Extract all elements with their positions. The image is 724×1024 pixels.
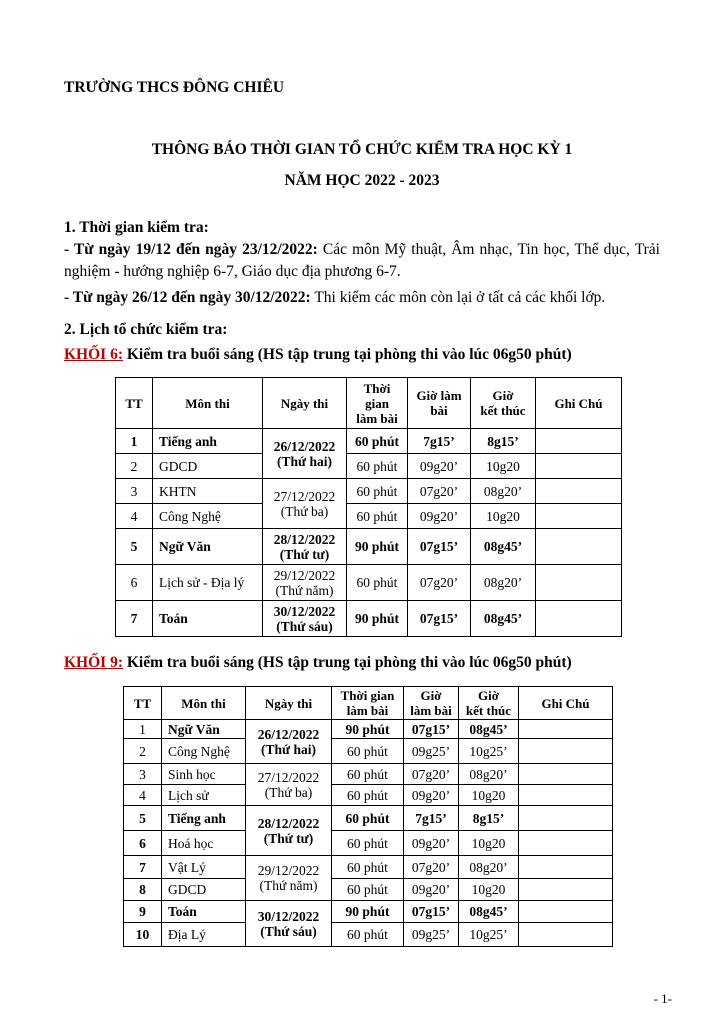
row-note: [536, 565, 622, 601]
header-mon-thi: Môn thi: [153, 378, 263, 429]
row-tt: 3: [124, 764, 162, 785]
row-tt: 6: [116, 565, 153, 601]
row-duration: 90 phút: [347, 601, 408, 637]
row-start: 09g20’: [408, 504, 471, 529]
row-note: [519, 764, 613, 785]
row-tt: 8: [124, 879, 162, 901]
item2-dates: - Từ ngày 26/12 đến ngày 30/12/2022:: [64, 289, 311, 306]
row-duration: 60 phút: [332, 831, 404, 856]
row-subject: Sinh học: [162, 764, 246, 785]
row-duration: 60 phút: [347, 454, 408, 479]
header-ghi-chu: Ghi Chú: [536, 378, 622, 429]
table-row: [124, 806, 613, 831]
row-tt: 5: [116, 529, 153, 565]
row-subject: KHTN: [153, 479, 263, 504]
row-tt: 10: [124, 923, 162, 947]
row-subject: GDCD: [162, 879, 246, 901]
section1-item2: [64, 287, 660, 309]
row-date: 30/12/2022 (Thứ sáu): [263, 601, 347, 637]
row-duration: 60 phút: [347, 565, 408, 601]
row-subject: Vật Lý: [162, 856, 246, 879]
row-note: [519, 879, 613, 901]
row-duration: 60 phút: [347, 504, 408, 529]
header-ghi-chu: Ghi Chú: [519, 687, 613, 720]
row-subject: Ngữ Văn: [153, 529, 263, 565]
khoi6-note: Kiểm tra buổi sáng (HS tập trung tại phòng thi vào lúc 06g50 phút): [123, 346, 572, 363]
row-date: 29/12/2022 (Thứ năm): [263, 565, 347, 601]
row-tt: 4: [124, 785, 162, 806]
header-gio-lam-bai: Giờ làm bài: [404, 687, 459, 720]
table-row: [116, 479, 622, 504]
row-duration: 60 phút: [332, 785, 404, 806]
table-row: [124, 923, 613, 947]
row-end: 08g20’: [459, 764, 519, 785]
header-thoi-gian: Thời gian làm bài: [332, 687, 404, 720]
row-subject: Toán: [153, 601, 263, 637]
khoi6-label: KHỐI 6:: [64, 346, 123, 363]
row-tt: 1: [116, 429, 153, 454]
row-note: [519, 923, 613, 947]
row-subject: Lịch sử: [162, 785, 246, 806]
row-subject: Tiếng anh: [162, 806, 246, 831]
row-end: 08g45’: [471, 529, 536, 565]
row-subject: Địa Lý: [162, 923, 246, 947]
table-row: [124, 720, 613, 739]
row-start: 09g20’: [404, 879, 459, 901]
row-date: 26/12/2022 (Thứ hai): [246, 720, 332, 764]
table-row: [116, 454, 622, 479]
row-start: 07g15’: [408, 601, 471, 637]
row-tt: 3: [116, 479, 153, 504]
row-tt: 2: [116, 454, 153, 479]
header-thoi-gian: Thời gian làm bài: [347, 378, 408, 429]
row-start: 09g20’: [408, 454, 471, 479]
header-gio-ket-thuc: Giờ kết thúc: [459, 687, 519, 720]
section2-heading: 2. Lịch tổ chức kiểm tra:: [64, 321, 228, 338]
row-note: [536, 504, 622, 529]
row-start: 07g20’: [404, 856, 459, 879]
row-duration: 60 phút: [332, 856, 404, 879]
item2-subjects: Thi kiểm các môn còn lại ở tất cả các khối lớp.: [310, 289, 606, 306]
table-row: [124, 901, 613, 923]
row-duration: 90 phút: [332, 901, 404, 923]
row-note: [519, 901, 613, 923]
khoi9-label: KHỐI 9:: [64, 654, 123, 671]
row-end: 10g20: [459, 879, 519, 901]
row-start: 07g15’: [404, 901, 459, 923]
row-note: [536, 479, 622, 504]
table-row: [124, 831, 613, 856]
item1-dates: - Từ ngày 19/12 đến ngày 23/12/2022:: [64, 241, 318, 258]
row-note: [519, 806, 613, 831]
row-date: 28/12/2022 (Thứ tư): [263, 529, 347, 565]
row-start: 7g15’: [408, 429, 471, 454]
table-row: [124, 879, 613, 901]
row-start: 09g25’: [404, 739, 459, 764]
header-ngay-thi: Ngày thi: [263, 378, 347, 429]
school-name: TRƯỜNG THCS ĐÔNG CHIÊU: [64, 79, 285, 96]
row-end: 10g20: [471, 504, 536, 529]
row-duration: 60 phút: [332, 806, 404, 831]
table-row: [124, 856, 613, 879]
row-note: [519, 720, 613, 739]
row-note: [536, 529, 622, 565]
row-start: 07g20’: [408, 565, 471, 601]
row-start: 09g25’: [404, 923, 459, 947]
table-row: [124, 739, 613, 764]
row-note: [519, 739, 613, 764]
row-tt: 2: [124, 739, 162, 764]
row-tt: 1: [124, 720, 162, 739]
row-duration: 90 phút: [347, 529, 408, 565]
table-row: [124, 764, 613, 785]
row-date: 27/12/2022 (Thứ ba): [263, 479, 347, 529]
row-note: [519, 785, 613, 806]
table-row: [116, 429, 622, 454]
row-tt: 7: [116, 601, 153, 637]
khoi6-table: [115, 377, 622, 637]
row-subject: Hoá học: [162, 831, 246, 856]
row-end: 10g25’: [459, 739, 519, 764]
row-end: 10g20: [471, 454, 536, 479]
row-subject: Công Nghệ: [162, 739, 246, 764]
row-subject: Lịch sử - Địa lý: [153, 565, 263, 601]
row-duration: 60 phút: [332, 764, 404, 785]
row-tt: 9: [124, 901, 162, 923]
row-end: 08g45’: [459, 901, 519, 923]
row-end: 10g20: [459, 831, 519, 856]
row-duration: 90 phút: [332, 720, 404, 739]
row-end: 08g20’: [459, 856, 519, 879]
section1-heading: 1. Thời gian kiểm tra:: [64, 219, 209, 236]
table-row: [116, 565, 622, 601]
header-ngay-thi: Ngày thi: [246, 687, 332, 720]
row-start: 07g20’: [408, 479, 471, 504]
row-start: 07g15’: [404, 720, 459, 739]
row-tt: 7: [124, 856, 162, 879]
row-start: 7g15’: [404, 806, 459, 831]
khoi9-note: Kiểm tra buổi sáng (HS tập trung tại phòng thi vào lúc 06g50 phút): [123, 654, 572, 671]
khoi6-heading: [64, 344, 660, 366]
row-note: [536, 429, 622, 454]
row-subject: GDCD: [153, 454, 263, 479]
khoi9-header-row: [124, 687, 613, 720]
row-end: 08g20’: [471, 479, 536, 504]
khoi9-table: [123, 686, 613, 947]
row-tt: 6: [124, 831, 162, 856]
row-end: 10g20: [459, 785, 519, 806]
row-note: [519, 831, 613, 856]
header-mon-thi: Môn thi: [162, 687, 246, 720]
page-number: - 1-: [653, 991, 672, 1006]
row-duration: 60 phút: [332, 923, 404, 947]
row-date: 27/12/2022 (Thứ ba): [246, 764, 332, 806]
row-tt: 4: [116, 504, 153, 529]
header-gio-lam-bai: Giờ làm bài: [408, 378, 471, 429]
row-start: 07g20’: [404, 764, 459, 785]
row-end: 8g15’: [471, 429, 536, 454]
table-row: [124, 785, 613, 806]
section1-item1: [64, 239, 660, 283]
table-row: [116, 504, 622, 529]
header-gio-ket-thuc: Giờ kết thúc: [471, 378, 536, 429]
notice-title: THÔNG BÁO THỜI GIAN TỔ CHỨC KIỂM TRA HỌC KỲ 1: [151, 141, 573, 158]
khoi6-header-row: [116, 378, 622, 429]
row-subject: Ngữ Văn: [162, 720, 246, 739]
row-subject: Toán: [162, 901, 246, 923]
row-end: 08g45’: [471, 601, 536, 637]
table-row: [116, 601, 622, 637]
header-tt: TT: [116, 378, 153, 429]
row-note: [519, 856, 613, 879]
row-start: 09g20’: [404, 785, 459, 806]
row-start: 07g15’: [408, 529, 471, 565]
item1-subjects: Các môn Mỹ thuật, Âm nhạc, Tin học, Thể dục, Trải nghiệm - hướng nghiệp 6-7, Giáo dục địa phương 6-7.: [64, 241, 660, 280]
header-tt: TT: [124, 687, 162, 720]
row-date: 28/12/2022 (Thứ tư): [246, 806, 332, 856]
row-end: 08g45’: [459, 720, 519, 739]
row-tt: 5: [124, 806, 162, 831]
row-duration: 60 phút: [332, 739, 404, 764]
row-subject: Tiếng anh: [153, 429, 263, 454]
khoi9-heading: [64, 652, 660, 674]
row-end: 8g15’: [459, 806, 519, 831]
row-duration: 60 phút: [332, 879, 404, 901]
row-date: 29/12/2022 (Thứ năm): [246, 856, 332, 901]
row-start: 09g20’: [404, 831, 459, 856]
row-date: 26/12/2022 (Thứ hai): [263, 429, 347, 479]
row-date: 30/12/2022 (Thứ sáu): [246, 901, 332, 947]
row-end: 10g25’: [459, 923, 519, 947]
row-end: 08g20’: [471, 565, 536, 601]
school-year: NĂM HỌC 2022 - 2023: [284, 172, 440, 189]
row-subject: Công Nghệ: [153, 504, 263, 529]
row-duration: 60 phút: [347, 429, 408, 454]
row-note: [536, 454, 622, 479]
row-note: [536, 601, 622, 637]
row-duration: 60 phút: [347, 479, 408, 504]
table-row: [116, 529, 622, 565]
